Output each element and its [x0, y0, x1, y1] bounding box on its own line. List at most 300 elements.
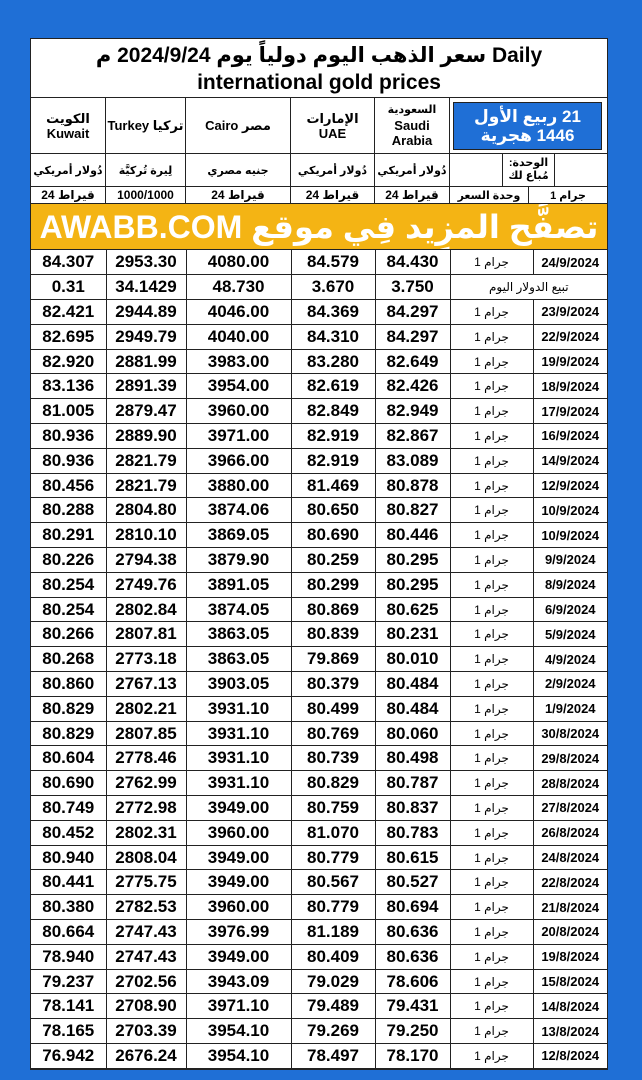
price-cell-uae: 80.759: [291, 796, 375, 821]
header-saudi: [375, 98, 450, 154]
price-cell-uae: 82.619: [291, 374, 375, 399]
date-cell: 22/8/2024: [533, 870, 607, 895]
price-cell-kuwait: 81.005: [31, 399, 106, 424]
price-cell-saudi: 80.636: [375, 920, 450, 945]
price-cell-saudi: 80.498: [375, 746, 450, 771]
unit-cell: 1 جرام: [450, 597, 533, 622]
price-cell-kuwait: 82.695: [31, 324, 106, 349]
unit-cell: 1 جرام: [450, 324, 533, 349]
price-cell-cairo: 3949.00: [186, 870, 291, 895]
date-cell: 8/9/2024: [533, 572, 607, 597]
header-saudi-en2: Arabia: [391, 133, 433, 148]
price-cell-uae: 84.310: [291, 324, 375, 349]
date-cell: 29/8/2024: [533, 746, 607, 771]
table-row: [31, 597, 607, 622]
price-cell-kuwait: 80.291: [31, 523, 106, 548]
unit-cell: 1 جرام: [450, 498, 533, 523]
price-cell-saudi: 84.430: [375, 250, 450, 275]
price-cell-saudi: 80.060: [375, 721, 450, 746]
unit-cell: 1 جرام: [450, 969, 533, 994]
karat-price-unit: وحدة السعر: [457, 189, 521, 202]
unit-cell: 1 جرام: [450, 796, 533, 821]
date-cell: 24/8/2024: [533, 845, 607, 870]
price-cell-turkey: 2802.31: [106, 820, 186, 845]
dollar-rate-label: تبيع الدولار اليوم: [450, 275, 607, 300]
unit-turkey: لِيرة تُركيَّة: [106, 154, 186, 187]
header-hijri-cell: [450, 98, 607, 154]
date-cell: 1/9/2024: [533, 696, 607, 721]
price-cell-turkey: 2702.56: [106, 969, 186, 994]
unit-label: الوحدة: مُباع لك: [502, 154, 555, 186]
unit-cell: 1 جرام: [450, 672, 533, 697]
date-cell: 4/9/2024: [533, 647, 607, 672]
price-cell-saudi: 80.231: [375, 622, 450, 647]
price-cell-cairo: 3863.05: [186, 622, 291, 647]
date-cell: 24/9/2024: [533, 250, 607, 275]
price-cell-saudi: 83.089: [375, 448, 450, 473]
price-cell-uae: 79.269: [291, 1019, 375, 1044]
unit-cell: 1 جرام: [450, 1019, 533, 1044]
unit-cell: 1 جرام: [450, 473, 533, 498]
page-title: [31, 39, 607, 98]
price-cell-turkey: 2782.53: [106, 895, 186, 920]
price-cell-cairo: 3949.00: [186, 796, 291, 821]
date-cell: 10/9/2024: [533, 498, 607, 523]
price-cell-saudi: 80.783: [375, 820, 450, 845]
price-cell-uae: 81.469: [291, 473, 375, 498]
price-cell-uae: 80.769: [291, 721, 375, 746]
price-cell-kuwait: 78.940: [31, 944, 106, 969]
price-cell-kuwait: 82.421: [31, 300, 106, 325]
price-cell-uae: 80.869: [291, 597, 375, 622]
price-cell-kuwait: 80.690: [31, 771, 106, 796]
table-row: [31, 746, 607, 771]
table-row: [31, 448, 607, 473]
date-cell: 22/9/2024: [533, 324, 607, 349]
date-cell: 19/9/2024: [533, 349, 607, 374]
price-cell-turkey: 2747.43: [106, 920, 186, 945]
unit-cell: 1 جرام: [450, 523, 533, 548]
price-cell-kuwait: 80.749: [31, 796, 106, 821]
unit-cell: 1 جرام: [450, 895, 533, 920]
unit-cell: 1 جرام: [450, 349, 533, 374]
price-cell-cairo: 3863.05: [186, 647, 291, 672]
karat-turkey: 1000/1000: [106, 187, 186, 204]
header-uae-en: UAE: [318, 125, 347, 141]
price-cell-cairo: 3966.00: [186, 448, 291, 473]
price-cell-saudi: 80.636: [375, 944, 450, 969]
price-cell-saudi: 80.615: [375, 845, 450, 870]
unit-cell: 1 جرام: [450, 870, 533, 895]
table-row: [31, 796, 607, 821]
price-cell-turkey: 2808.04: [106, 845, 186, 870]
header-turkey-text: Turkey ترکیا: [107, 118, 184, 133]
date-cell: 13/8/2024: [533, 1019, 607, 1044]
karat-gram: 1 جرام: [528, 187, 607, 203]
price-cell-kuwait: 80.829: [31, 721, 106, 746]
price-cell-uae: 80.299: [291, 572, 375, 597]
table-row: [31, 920, 607, 945]
price-cell-turkey: 2775.75: [106, 870, 186, 895]
price-cell-uae: 79.489: [291, 994, 375, 1019]
unit-cell: 1 جرام: [450, 572, 533, 597]
price-cell-turkey: 2747.43: [106, 944, 186, 969]
price-cell-saudi: 82.867: [375, 424, 450, 449]
unit-cell: 1 جرام: [450, 696, 533, 721]
table-row: [31, 424, 607, 449]
price-cell-turkey: 2762.99: [106, 771, 186, 796]
price-cell-turkey: 2676.24: [106, 1044, 186, 1069]
table-row: [31, 324, 607, 349]
price-cell-kuwait: 80.268: [31, 647, 106, 672]
price-cell-kuwait: 80.266: [31, 622, 106, 647]
price-cell-kuwait: 80.936: [31, 424, 106, 449]
unit-cell: 1 جرام: [450, 944, 533, 969]
price-cell-turkey: 2889.90: [106, 424, 186, 449]
price-cell-uae: 79.029: [291, 969, 375, 994]
price-cell-kuwait: 80.604: [31, 746, 106, 771]
price-cell-cairo: 3971.00: [186, 424, 291, 449]
awabb-banner[interactable]: AWABB.COM تصفَّح المزِيد فِي موقع: [31, 204, 607, 250]
price-cell-turkey: 2802.84: [106, 597, 186, 622]
table-row: [31, 523, 607, 548]
header-kuwait-ar: الكويت: [46, 110, 90, 126]
price-cell-kuwait: 80.441: [31, 870, 106, 895]
price-cell-uae: 80.779: [291, 895, 375, 920]
unit-cell: 1 جرام: [450, 424, 533, 449]
price-cell-kuwait: 82.920: [31, 349, 106, 374]
karat-unit-cell: [450, 187, 607, 204]
price-cell-cairo: 3880.00: [186, 473, 291, 498]
price-cell-cairo: 3954.10: [186, 1044, 291, 1069]
price-cell-uae: 80.839: [291, 622, 375, 647]
price-cell-turkey: 2772.98: [106, 796, 186, 821]
table-row: [31, 572, 607, 597]
date-cell: 9/9/2024: [533, 548, 607, 573]
price-cell-uae: 82.919: [291, 424, 375, 449]
price-cell-turkey: 2802.21: [106, 696, 186, 721]
price-cell-saudi: 84.297: [375, 324, 450, 349]
unit-cell: 1 جرام: [450, 820, 533, 845]
table-row: [31, 944, 607, 969]
header-kuwait-en: Kuwait: [46, 125, 90, 141]
price-cell-turkey: 2807.85: [106, 721, 186, 746]
price-cell-kuwait: 0.31: [31, 275, 106, 300]
price-cell-turkey: 2773.18: [106, 647, 186, 672]
price-cell-cairo: 3931.10: [186, 696, 291, 721]
table-row: [31, 696, 607, 721]
price-cell-uae: 80.739: [291, 746, 375, 771]
price-cell-kuwait: 78.165: [31, 1019, 106, 1044]
price-cell-kuwait: 80.380: [31, 895, 106, 920]
price-cell-kuwait: 79.237: [31, 969, 106, 994]
price-cell-turkey: 2778.46: [106, 746, 186, 771]
price-cell-kuwait: 80.254: [31, 597, 106, 622]
table-row: [31, 969, 607, 994]
price-cell-cairo: 3954.10: [186, 1019, 291, 1044]
price-cell-uae: 81.189: [291, 920, 375, 945]
table-row: [31, 473, 607, 498]
unit-cell: 1 جرام: [450, 746, 533, 771]
price-cell-uae: 80.499: [291, 696, 375, 721]
karat-row: [31, 187, 607, 204]
karat-cairo: 24 قيراط: [186, 187, 291, 204]
price-cell-saudi: 80.694: [375, 895, 450, 920]
header-saudi-ar: السعودية: [387, 104, 437, 116]
price-cell-kuwait: 80.940: [31, 845, 106, 870]
table-row: [31, 1044, 607, 1069]
price-cell-saudi: 84.297: [375, 300, 450, 325]
price-cell-cairo: 4040.00: [186, 324, 291, 349]
price-cell-uae: 3.670: [291, 275, 375, 300]
price-cell-cairo: 3949.00: [186, 845, 291, 870]
price-cell-kuwait: 76.942: [31, 1044, 106, 1069]
price-cell-turkey: 2749.76: [106, 572, 186, 597]
table-row: [31, 647, 607, 672]
price-cell-cairo: 3931.10: [186, 721, 291, 746]
date-cell: 30/8/2024: [533, 721, 607, 746]
price-cell-saudi: 80.446: [375, 523, 450, 548]
hijri-date: 21 ربيع الأول 1446 هجرية: [453, 102, 602, 150]
price-cell-saudi: 80.827: [375, 498, 450, 523]
gold-price-sheet: [30, 38, 608, 1070]
price-cell-uae: 80.690: [291, 523, 375, 548]
price-cell-cairo: 3976.99: [186, 920, 291, 945]
price-cell-uae: 84.579: [291, 250, 375, 275]
title-line-2: international gold prices: [197, 71, 441, 94]
price-cell-kuwait: 80.936: [31, 448, 106, 473]
date-cell: 18/9/2024: [533, 374, 607, 399]
price-cell-saudi: 80.295: [375, 572, 450, 597]
price-cell-kuwait: 80.254: [31, 572, 106, 597]
price-cell-uae: 78.497: [291, 1044, 375, 1069]
table-row: [31, 275, 607, 300]
table-row: [31, 1019, 607, 1044]
price-cell-uae: 80.650: [291, 498, 375, 523]
price-cell-uae: 80.829: [291, 771, 375, 796]
price-cell-kuwait: 80.226: [31, 548, 106, 573]
price-cell-cairo: 3954.00: [186, 374, 291, 399]
date-cell: 17/9/2024: [533, 399, 607, 424]
price-cell-uae: 82.849: [291, 399, 375, 424]
unit-cairo: جنيه مصري: [186, 154, 291, 187]
date-cell: 23/9/2024: [533, 300, 607, 325]
price-cell-turkey: 34.1429: [106, 275, 186, 300]
price-cell-turkey: 2944.89: [106, 300, 186, 325]
price-cell-saudi: 80.484: [375, 672, 450, 697]
date-cell: 20/8/2024: [533, 920, 607, 945]
price-cell-cairo: 3903.05: [186, 672, 291, 697]
price-cell-cairo: 3943.09: [186, 969, 291, 994]
karat-kuwait: 24 قيراط: [31, 187, 106, 204]
price-cell-turkey: 2807.81: [106, 622, 186, 647]
unit-cell: 1 جرام: [450, 771, 533, 796]
date-cell: 12/9/2024: [533, 473, 607, 498]
price-cell-saudi: 82.649: [375, 349, 450, 374]
unit-cell: 1 جرام: [450, 399, 533, 424]
unit-cell: 1 جرام: [450, 920, 533, 945]
table-row: [31, 250, 607, 275]
date-cell: 19/8/2024: [533, 944, 607, 969]
price-cell-cairo: 3960.00: [186, 895, 291, 920]
price-table-body: [31, 250, 607, 1068]
price-cell-turkey: 2891.39: [106, 374, 186, 399]
price-cell-kuwait: 84.307: [31, 250, 106, 275]
header-kuwait: [31, 98, 106, 154]
price-cell-turkey: 2804.80: [106, 498, 186, 523]
price-cell-turkey: 2821.79: [106, 473, 186, 498]
price-cell-cairo: 3960.00: [186, 399, 291, 424]
price-cell-cairo: 3931.10: [186, 746, 291, 771]
unit-cell: 1 جرام: [450, 845, 533, 870]
price-table: [31, 250, 607, 1069]
table-row: [31, 870, 607, 895]
price-cell-uae: 83.280: [291, 349, 375, 374]
price-cell-cairo: 3971.10: [186, 994, 291, 1019]
price-cell-cairo: 3891.05: [186, 572, 291, 597]
table-row: [31, 548, 607, 573]
unit-cell: 1 جرام: [450, 250, 533, 275]
unit-uae: دُولار أمريكي: [291, 154, 375, 187]
unit-label-blank-2: [554, 154, 607, 186]
date-cell: 27/8/2024: [533, 796, 607, 821]
table-row: [31, 399, 607, 424]
price-cell-kuwait: 83.136: [31, 374, 106, 399]
price-cell-turkey: 2879.47: [106, 399, 186, 424]
price-cell-saudi: 80.837: [375, 796, 450, 821]
price-cell-saudi: 82.949: [375, 399, 450, 424]
price-cell-saudi: 80.295: [375, 548, 450, 573]
price-cell-kuwait: 80.452: [31, 820, 106, 845]
price-cell-cairo: 48.730: [186, 275, 291, 300]
unit-cell: 1 جرام: [450, 994, 533, 1019]
price-cell-kuwait: 80.288: [31, 498, 106, 523]
table-row: [31, 771, 607, 796]
header-uae: [291, 98, 375, 154]
price-cell-saudi: 79.431: [375, 994, 450, 1019]
price-cell-turkey: 2953.30: [106, 250, 186, 275]
date-cell: 2/9/2024: [533, 672, 607, 697]
karat-uae: 24 قيراط: [291, 187, 375, 204]
unit-saudi: دُولار أمريكي: [375, 154, 450, 187]
price-cell-kuwait: 80.664: [31, 920, 106, 945]
header-saudi-en1: Saudi: [394, 118, 430, 133]
unit-cell: 1 جرام: [450, 374, 533, 399]
date-cell: 15/8/2024: [533, 969, 607, 994]
price-cell-saudi: 78.606: [375, 969, 450, 994]
price-cell-saudi: 79.250: [375, 1019, 450, 1044]
header-cairo-text: Cairo مصر: [205, 118, 271, 133]
price-cell-uae: 80.379: [291, 672, 375, 697]
price-cell-cairo: 3949.00: [186, 944, 291, 969]
date-cell: 14/9/2024: [533, 448, 607, 473]
price-cell-cairo: 4080.00: [186, 250, 291, 275]
price-cell-uae: 80.567: [291, 870, 375, 895]
price-cell-cairo: 3869.05: [186, 523, 291, 548]
price-cell-saudi: 82.426: [375, 374, 450, 399]
date-cell: 14/8/2024: [533, 994, 607, 1019]
price-cell-cairo: 3960.00: [186, 820, 291, 845]
price-cell-turkey: 2794.38: [106, 548, 186, 573]
table-row: [31, 374, 607, 399]
table-row: [31, 845, 607, 870]
price-cell-uae: 80.779: [291, 845, 375, 870]
price-cell-cairo: 3874.05: [186, 597, 291, 622]
price-cell-uae: 80.259: [291, 548, 375, 573]
table-row: [31, 994, 607, 1019]
table-row: [31, 672, 607, 697]
price-cell-saudi: 78.170: [375, 1044, 450, 1069]
price-cell-uae: 81.070: [291, 820, 375, 845]
table-row: [31, 895, 607, 920]
unit-cell: 1 جرام: [450, 300, 533, 325]
table-row: [31, 622, 607, 647]
price-cell-saudi: 80.787: [375, 771, 450, 796]
price-cell-kuwait: 78.141: [31, 994, 106, 1019]
price-cell-turkey: 2708.90: [106, 994, 186, 1019]
price-cell-cairo: 3874.06: [186, 498, 291, 523]
unit-cell: 1 جرام: [450, 622, 533, 647]
price-cell-saudi: 80.010: [375, 647, 450, 672]
header-cairo: [186, 98, 291, 154]
table-row: [31, 300, 607, 325]
unit-cell: 1 جرام: [450, 1044, 533, 1069]
price-cell-kuwait: 80.829: [31, 696, 106, 721]
price-cell-saudi: 80.625: [375, 597, 450, 622]
price-cell-kuwait: 80.860: [31, 672, 106, 697]
header-turkey: [106, 98, 186, 154]
price-cell-uae: 79.869: [291, 647, 375, 672]
price-cell-saudi: 80.527: [375, 870, 450, 895]
price-cell-saudi: 80.484: [375, 696, 450, 721]
date-cell: 10/9/2024: [533, 523, 607, 548]
price-cell-uae: 84.369: [291, 300, 375, 325]
price-cell-cairo: 3879.90: [186, 548, 291, 573]
date-cell: 26/8/2024: [533, 820, 607, 845]
table-row: [31, 349, 607, 374]
header-uae-ar: الإمارات: [306, 110, 359, 126]
table-row: [31, 820, 607, 845]
price-cell-cairo: 3931.10: [186, 771, 291, 796]
unit-cell: 1 جرام: [450, 548, 533, 573]
table-row: [31, 721, 607, 746]
unit-cell: 1 جرام: [450, 721, 533, 746]
date-cell: 12/8/2024: [533, 1044, 607, 1069]
unit-label-cell: [450, 154, 607, 187]
price-cell-turkey: 2767.13: [106, 672, 186, 697]
price-cell-uae: 80.409: [291, 944, 375, 969]
price-cell-turkey: 2821.79: [106, 448, 186, 473]
date-cell: 16/9/2024: [533, 424, 607, 449]
currency-unit-row: [31, 154, 607, 187]
country-header-row: [31, 98, 607, 154]
price-cell-cairo: 3983.00: [186, 349, 291, 374]
table-row: [31, 498, 607, 523]
unit-cell: 1 جرام: [450, 448, 533, 473]
price-cell-turkey: 2810.10: [106, 523, 186, 548]
date-cell: 21/8/2024: [533, 895, 607, 920]
date-cell: 28/8/2024: [533, 771, 607, 796]
unit-kuwait: دُولار أمريكي: [31, 154, 106, 187]
date-cell: 5/9/2024: [533, 622, 607, 647]
price-cell-turkey: 2881.99: [106, 349, 186, 374]
price-cell-uae: 82.919: [291, 448, 375, 473]
unit-label-blank: [450, 154, 502, 186]
date-cell: 6/9/2024: [533, 597, 607, 622]
price-cell-turkey: 2949.79: [106, 324, 186, 349]
karat-saudi: 24 قيراط: [375, 187, 450, 204]
price-cell-turkey: 2703.39: [106, 1019, 186, 1044]
